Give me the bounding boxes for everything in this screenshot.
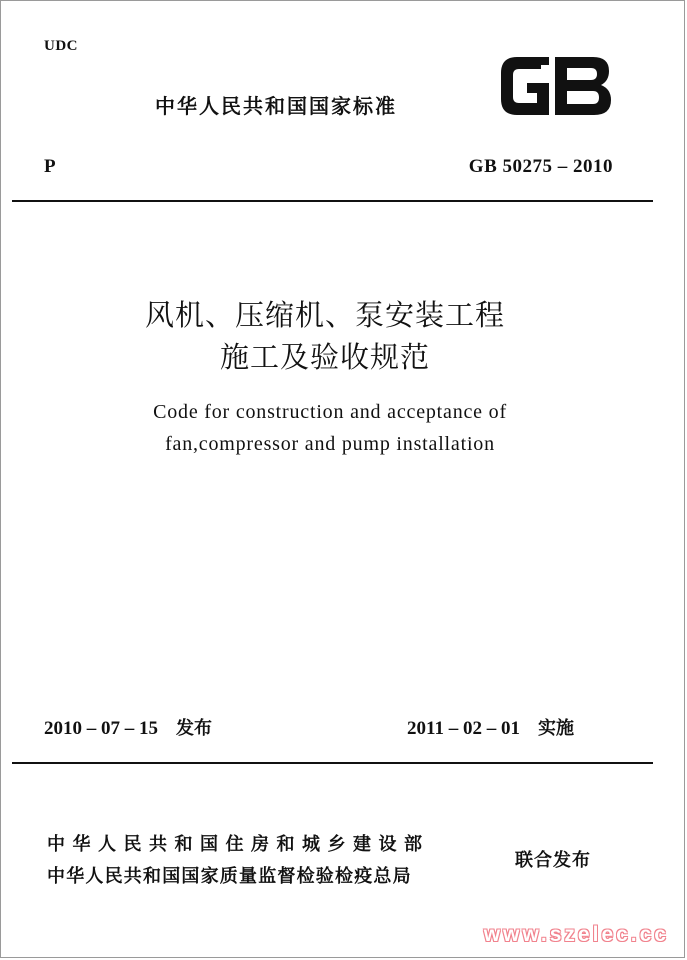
gb-logo-icon [497,55,615,117]
joint-issue-label: 联合发布 [515,850,591,871]
bottom-divider [12,762,653,764]
udc-label: UDC [44,38,78,54]
chinese-title-line-2: 施工及验收规范 [219,340,430,374]
issue-date-row [44,714,212,740]
top-divider [12,200,653,202]
issuer-aqsiq: 中华人民共和国国家质量监督检验检疫总局 [47,866,412,887]
implementation-date-row [407,714,574,740]
issue-date: 2010 – 07 – 15 [44,718,158,739]
issue-label: 发布 [176,718,212,739]
national-standard-title: 中华人民共和国国家标准 [155,94,397,118]
site-watermark: www.szelec.cc [483,923,669,946]
classification-code: P [44,156,56,177]
standard-number: GB 50275 – 2010 [468,156,613,177]
english-title-line-2: fan,compressor and pump installation [165,433,495,455]
implementation-date: 2011 – 02 – 01 [407,718,520,739]
english-title-line-1: Code for construction and acceptance of [153,401,507,423]
chinese-title-line-1: 风机、压缩机、泵安装工程 [144,298,505,332]
implementation-label: 实施 [537,718,574,739]
issuer-ministry-housing: 中华人民共和国住房和城乡建设部 [47,834,430,855]
